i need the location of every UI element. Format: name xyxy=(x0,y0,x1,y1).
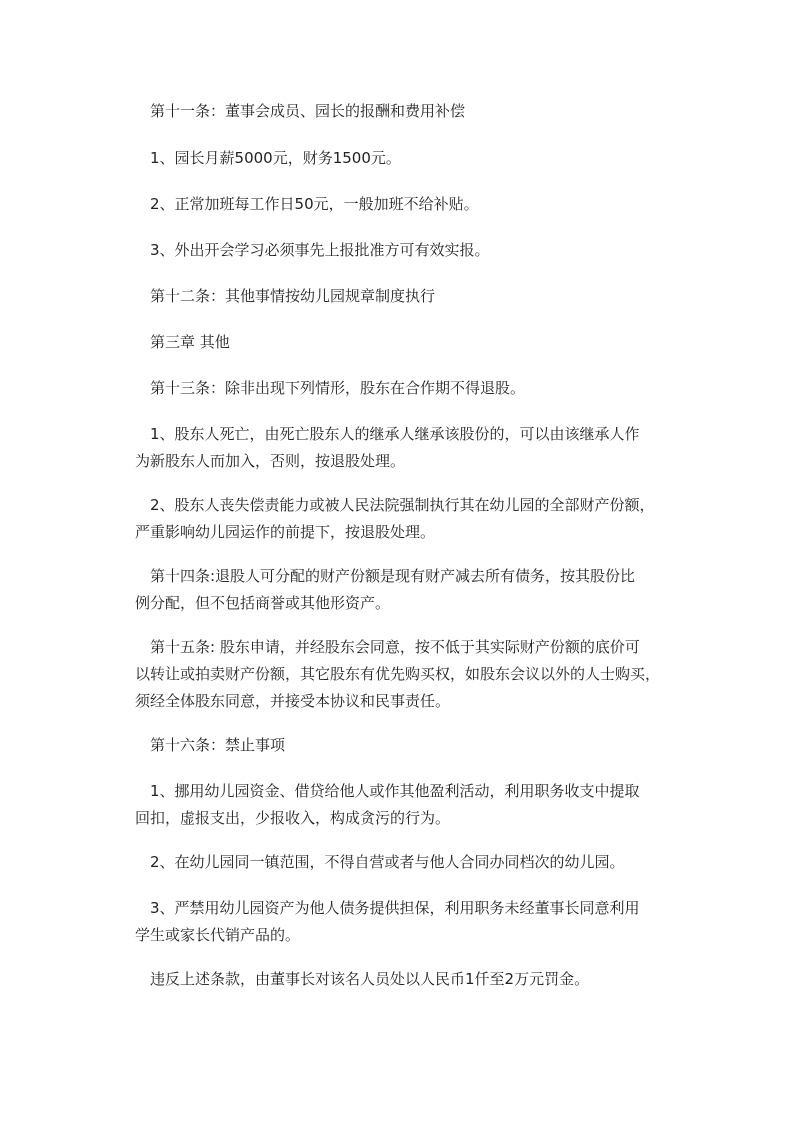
article-13-heading: 第十三条：除非出现下列情形，股东在合作期不得退股。 xyxy=(150,379,526,397)
article-11-item-2: 2、正常加班每工作日50元，一般加班不给补贴。 xyxy=(150,195,479,213)
article-14-line-1: 第十四条:退股人可分配的财产份额是现有财产减去所有债务，按其股份比 xyxy=(150,567,636,585)
article-12-heading: 第十二条：其他事情按幼儿园规章制度执行 xyxy=(150,287,436,305)
article-11-item-1: 1、园长月薪5000元，财务1500元。 xyxy=(150,149,401,167)
article-13-item-1-line-1: 1、股东人死亡，由死亡股东人的继承人继承该股份的，可以由该继承人作 xyxy=(150,425,640,443)
article-13-item-2-line-2: 严重影响幼儿园运作的前提下，按退股处理。 xyxy=(135,523,436,541)
article-16-item-2: 2、在幼儿园同一镇范围，不得自营或者与他人合同办同档次的幼儿园。 xyxy=(150,853,625,871)
article-16-item-1-line-2: 回扣，虚报支出，少报收入，构成贪污的行为。 xyxy=(135,809,451,827)
article-16-heading: 第十六条：禁止事项 xyxy=(150,736,286,754)
article-16-item-1-line-1: 1、挪用幼儿园资金、借贷给他人或作其他盈利活动，利用职务收支中提取 xyxy=(150,782,640,800)
article-15-line-1: 第十五条: 股东申请，并经股东会同意，按不低于其实际财产份额的底价可 xyxy=(150,638,640,656)
article-15-line-3: 须经全体股东同意，并接受本协议和民事责任。 xyxy=(135,692,451,710)
chapter-3-heading: 第三章 其他 xyxy=(150,333,230,351)
article-11-item-3: 3、外出开会学习必须事先上报批准方可有效实报。 xyxy=(150,241,490,259)
article-13-item-2-line-1: 2、股东人丧失偿责能力或被人民法院强制执行其在幼儿园的全部财产份额， xyxy=(150,496,655,514)
article-16-item-3-line-2: 学生或家长代销产品的。 xyxy=(135,926,301,944)
penalty-clause: 违反上述条款，由董事长对该名人员处以人民币1仟至2万元罚金。 xyxy=(150,970,590,988)
article-11-heading: 第十一条：董事会成员、园长的报酬和费用补偿 xyxy=(150,102,466,120)
article-13-item-1-line-2: 为新股东人而加入，否则，按退股处理。 xyxy=(135,452,406,470)
article-16-item-3-line-1: 3、严禁用幼儿园资产为他人债务提供担保，利用职务未经董事长同意利用 xyxy=(150,899,640,917)
article-14-line-2: 例分配，但不包括商誉或其他形资产。 xyxy=(135,594,391,612)
article-15-line-2: 以转让或拍卖财产份额，其它股东有优先购买权，如股东会议以外的人士购买， xyxy=(135,665,661,683)
